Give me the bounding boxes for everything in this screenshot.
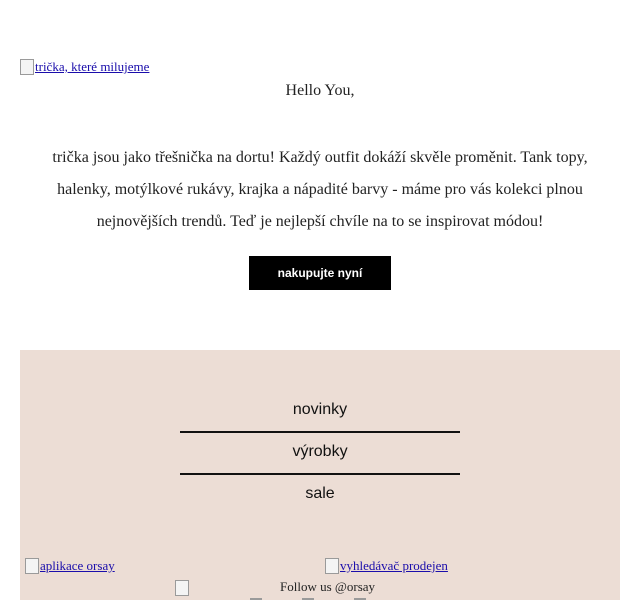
banner-image-link[interactable] [20, 59, 149, 75]
store-locator-link[interactable] [325, 558, 448, 574]
footer-section [20, 350, 620, 600]
banner-alt-text: trička, které milujeme [35, 59, 150, 74]
broken-image-icon [25, 558, 39, 574]
store-locator-text: vyhledávač prodejen [340, 558, 448, 573]
app-link-text: aplikace orsay [40, 558, 115, 573]
broken-image-icon [20, 59, 34, 75]
nav-link-sale[interactable]: sale [305, 485, 335, 502]
nav-link-new[interactable]: novinky [180, 389, 460, 433]
greeting: Hello You, [285, 82, 355, 99]
broken-image-icon [175, 580, 189, 596]
shop-now-button[interactable]: nakupujte nyní [249, 256, 391, 290]
broken-image-icon [325, 558, 339, 574]
nav-link-products[interactable]: výrobky [180, 431, 460, 475]
intro-paragraph: trička jsou jako třešnička na dortu! Každý outfit dokáží skvěle proměnit. Tank topy, halenky, motýlkové rukávy, krajka a nápadité barvy - máme pro vás kolekci plnou nejnovějších trendů. Teď je nejlepší chvíle na to se inspirovat módou! [52, 149, 588, 230]
follow-us-text: Follow us @orsay [280, 579, 376, 594]
app-download-link[interactable] [25, 558, 115, 574]
